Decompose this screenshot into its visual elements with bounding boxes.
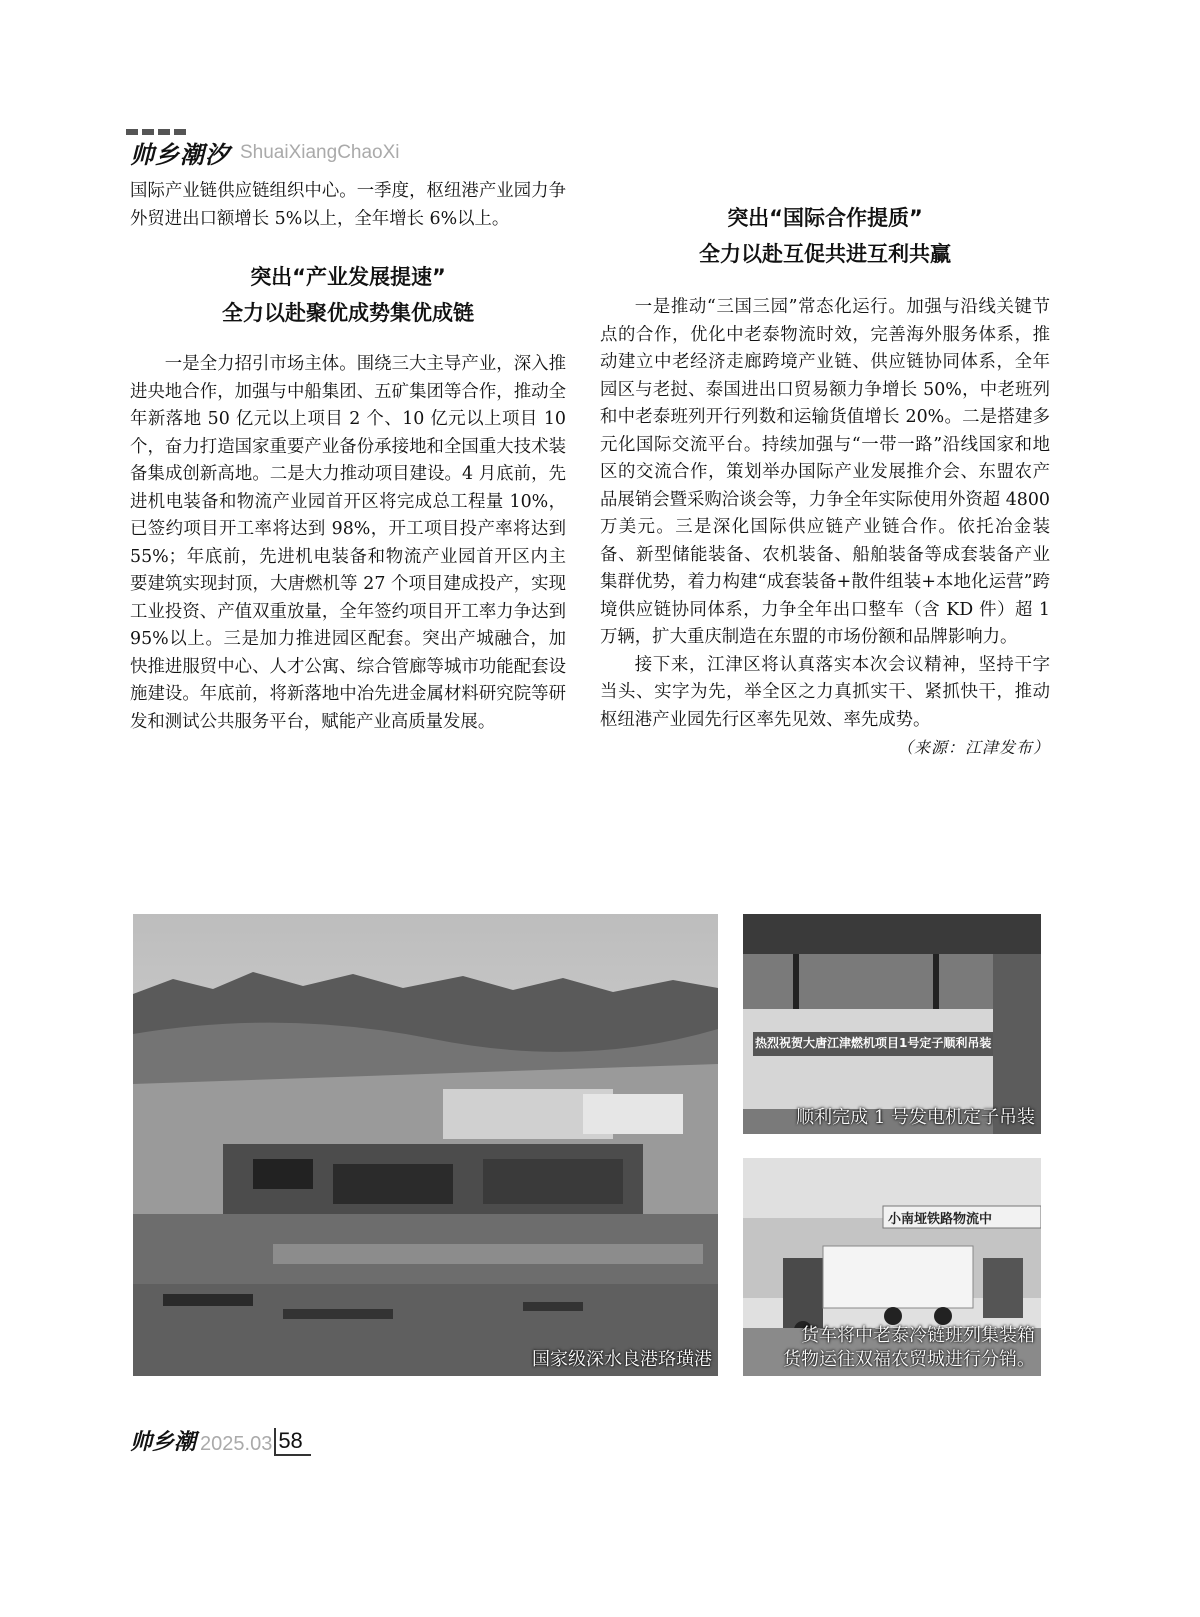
- magazine-logo: 帅乡潮汐: [130, 141, 230, 169]
- international-body-paragraph: 一是推动“三国三园”常态化运行。加强与沿线关键节点的合作，优化中老泰物流时效，完善海外服务体系，推动建立中老经济走廊跨境产业链、供应链协同体系，全年园区与老挝、泰国进出口贸易额力争增长 50%，中老班列和中老泰班列开行列数和运输货值增长 20%。二是搭建多元化国际交流平台。持续加强与“一带一路”沿线国家和地区的交流合作，策划举办国际产业发展推介会、东盟农产品展销会暨采购洽谈会等，力争全年实际使用外资超 4800 万美元。三是深化国际供应链产业链合作。依托冶金装备、新型储能装备、农机装备、船舶装备等成套装备产业集群优势，着力构建“成套装备+散件组装+本地化运营”跨境供应链协同体系，力争全年出口整车（含 KD 件）超 1 万辆，扩大重庆制造在东盟的市场份额和品牌影响力。: [600, 297, 1050, 647]
- header-decoration: [126, 129, 190, 135]
- magazine-latin-name: ShuaiXiangChaoXi: [240, 141, 400, 163]
- truck-caption-line-2: 货物运往双福农贸城进行分销。: [783, 1349, 1035, 1370]
- port-photo-caption: 国家级深水良港珞璜港: [532, 1349, 712, 1370]
- generator-photo: [743, 914, 1041, 1134]
- generator-photo-illustration: [743, 914, 1041, 1134]
- truck-caption-line-1: 货车将中老泰冷链班列集装箱: [801, 1325, 1035, 1346]
- truck-photo-caption: [783, 1324, 1035, 1372]
- page-number: 58: [274, 1428, 310, 1456]
- truck-photo-sign: 小南垭铁路物流中: [888, 1212, 993, 1227]
- port-photo-illustration: [133, 914, 718, 1376]
- generator-banner-text: 热烈祝贺大唐江津燃机项目1号定子顺利吊装: [755, 1036, 992, 1050]
- footer-logo: 帅乡潮: [130, 1430, 197, 1455]
- truck-photo: [743, 1158, 1041, 1376]
- magazine-header: [130, 135, 400, 170]
- section-heading-industry-2: 全力以赴聚优成势集优成链: [222, 301, 474, 325]
- right-column: [600, 200, 1050, 762]
- section-heading-international-2: 全力以赴互促共进互利共赢: [699, 242, 951, 266]
- left-column: [130, 178, 566, 736]
- issue-date: 2025.03: [200, 1433, 273, 1455]
- intro-paragraph: 国际产业链供应链组织中心。一季度，枢纽港产业园力争外贸进出口额增长 5%以上，全年增长 6%以上。: [130, 181, 566, 229]
- section-heading-industry-1: 突出“产业发展提速”: [250, 265, 446, 289]
- section-heading-international-1: 突出“国际合作提质”: [727, 206, 923, 230]
- port-photo: [133, 914, 718, 1376]
- industry-body-paragraph: 一是全力招引市场主体。围绕三大主导产业，深入推进央地合作，加强与中船集团、五矿集团等合作，推动全年新落地 50 亿元以上项目 2 个、10 亿元以上项目 10 个，奋力打造国家重要产业备份承接地和全国重大技术装备集成创新高地。二是大力推动项目建设。4 月底前，先进机电装备和物流产业园首开区将完成总工程量 10%，已签约项目开工率将达到 98%，开工项目投产率将达到 55%；年底前，先进机电装备和物流产业园首开区内主要建筑实现封顶，大唐燃机等 27 个项目建成投产，实现工业投资、产值双重放量，全年签约项目开工率力争达到 95%以上。三是加力推进园区配套。突出产城融合，加快推进服贸中心、人才公寓、综合管廊等城市功能配套设施建设。年底前，将新落地中冶先进金属材料研究院等研发和测试公共服务平台，赋能产业高质量发展。: [130, 354, 566, 732]
- generator-photo-caption: 顺利完成 1 号发电机定子吊装: [796, 1107, 1035, 1128]
- source-credit: （来源：江津发布）: [896, 738, 1050, 757]
- page-footer: [130, 1425, 311, 1456]
- closing-paragraph: 接下来，江津区将认真落实本次会议精神，坚持干字当头、实字为先，举全区之力真抓实干、紧抓快干，推动枢纽港产业园先行区率先见效、率先成势。: [600, 654, 1050, 730]
